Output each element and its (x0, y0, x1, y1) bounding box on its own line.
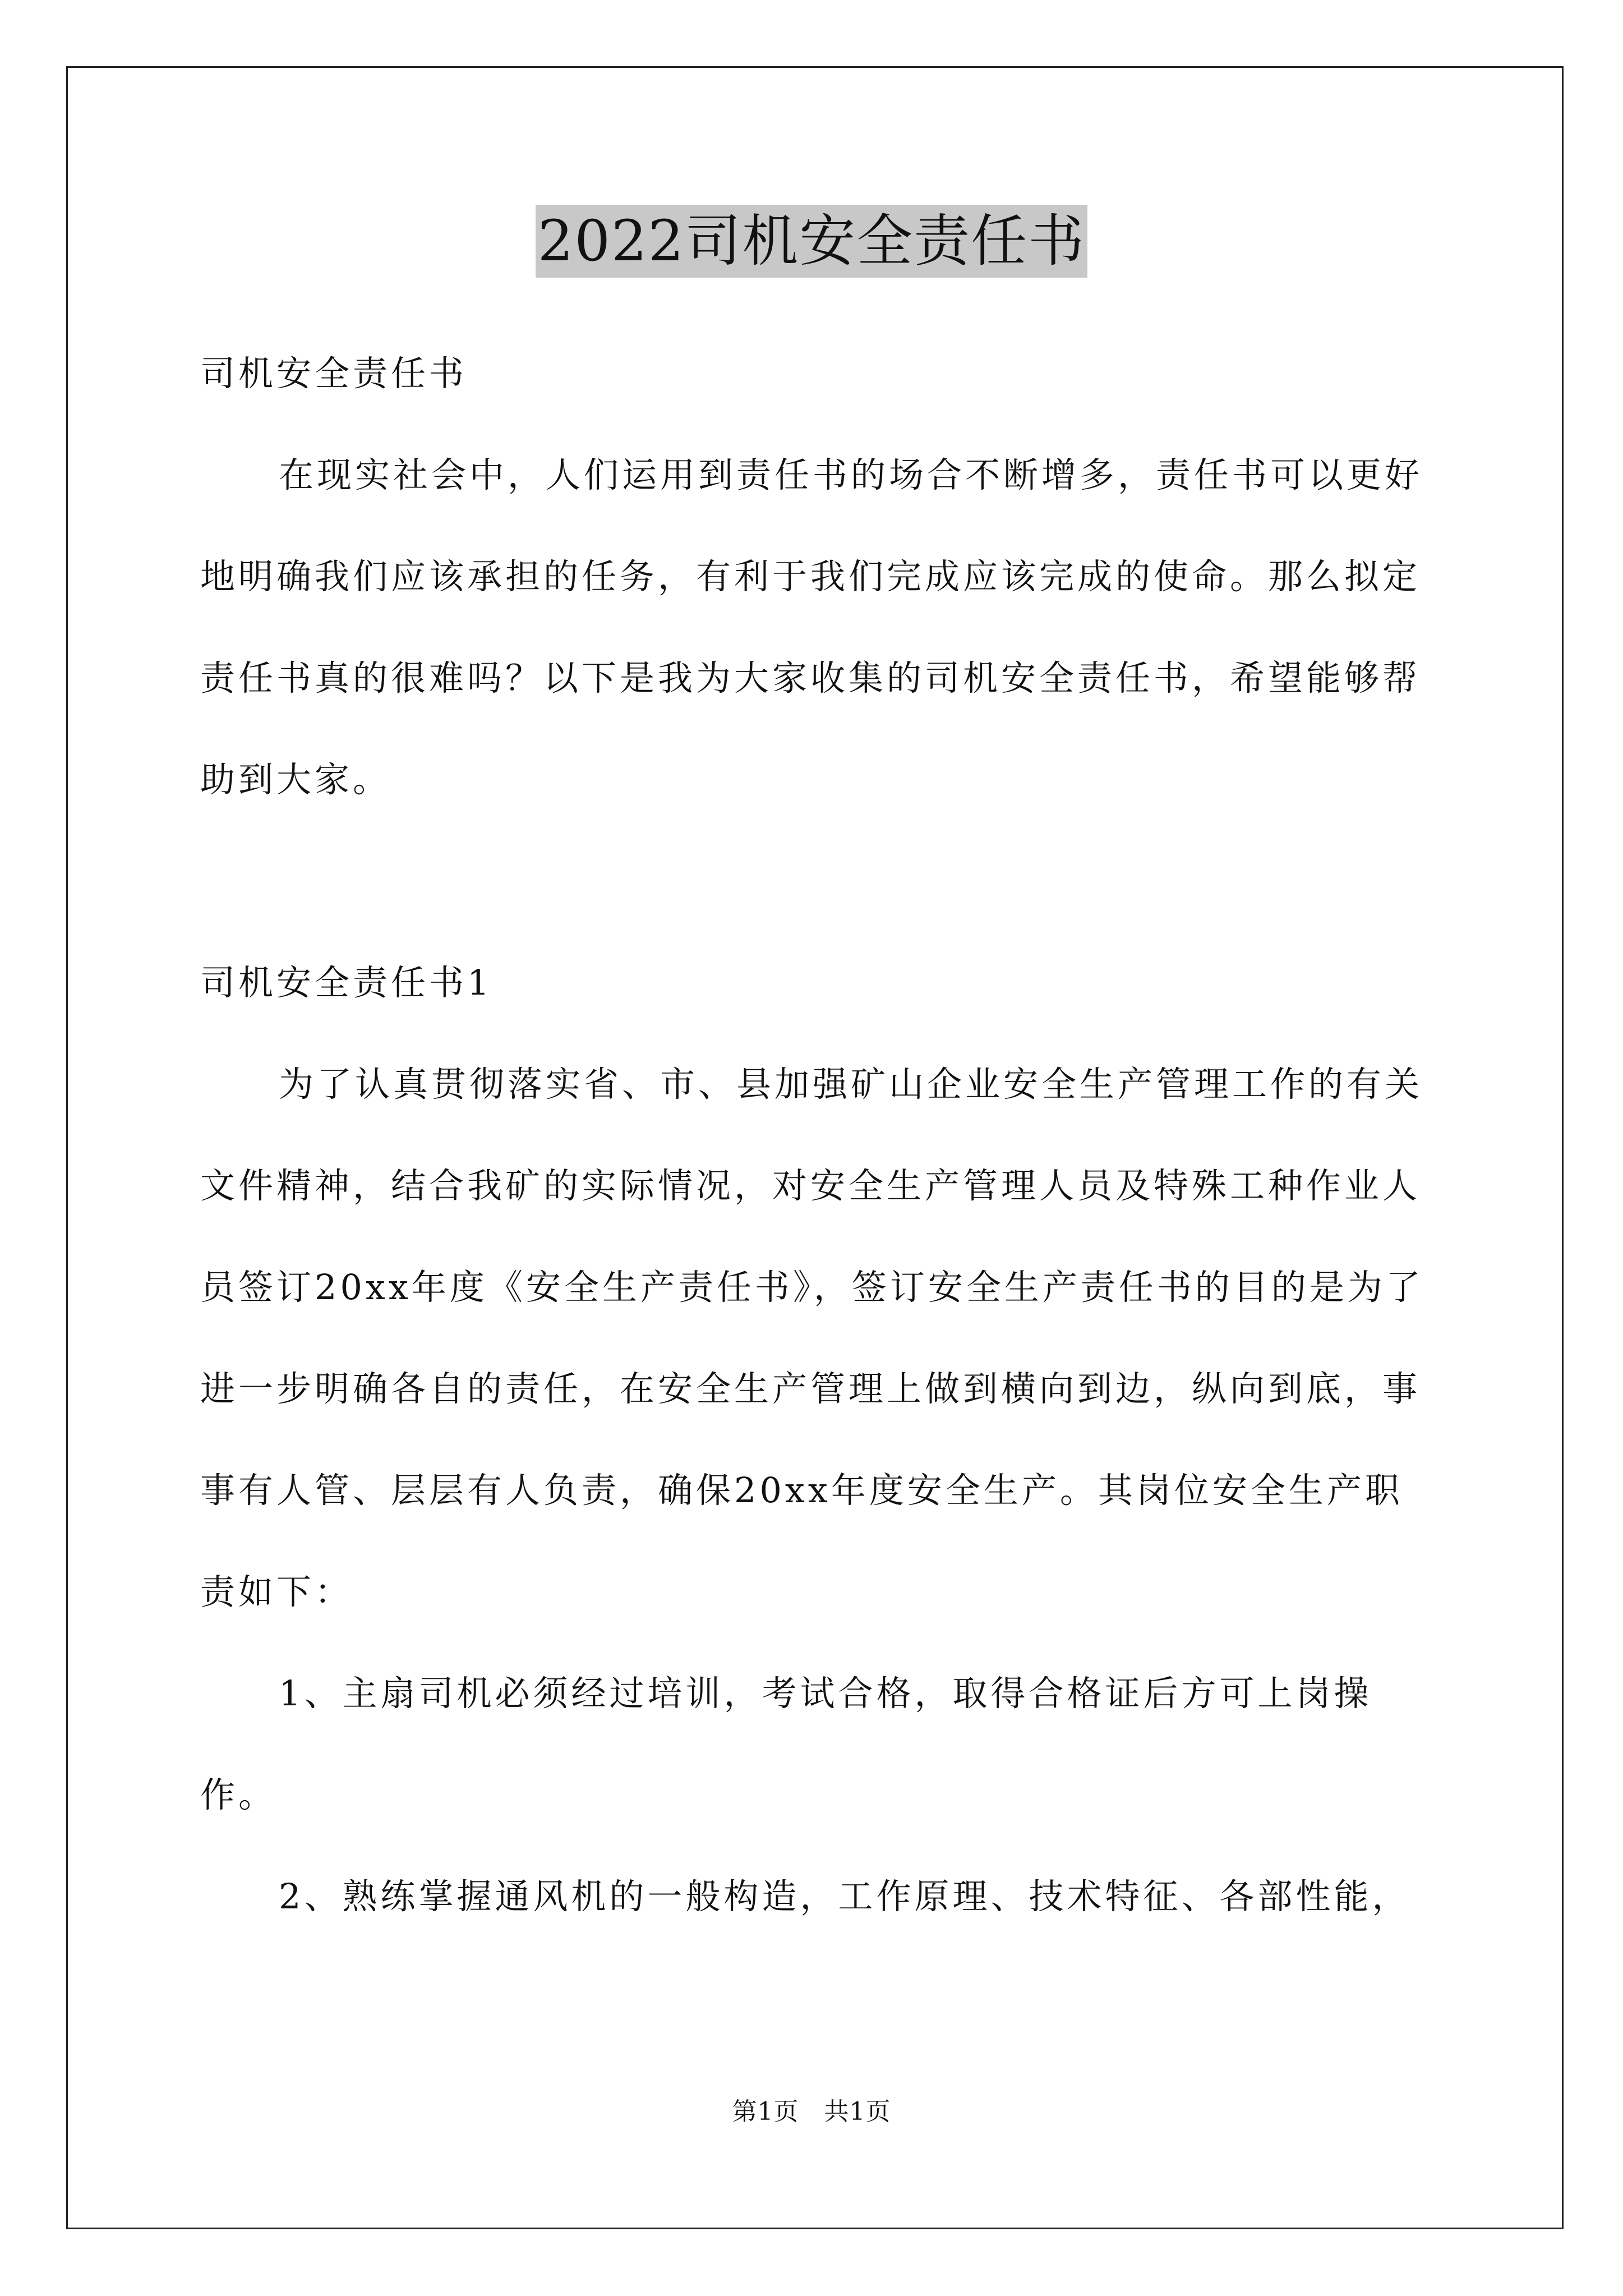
section-paragraph: 为了认真贯彻落实省、市、县加强矿山企业安全生产管理工作的有关文件精神，结合我矿的实际情况，对安全生产管理人员及特殊工种作业人员签订20xx年度《安全生产责任书》，签订安全生产责任书的目的是为了进一步明确各自的责任，在安全生产管理上做到横向到边，纵向到底，事事有人管、层层有人负责，确保20xx年度安全生产。其岗位安全生产职责如下： (200, 1064, 1424, 1612)
blank-line (200, 830, 1434, 932)
title-container (0, 205, 1623, 278)
list-item-2: 2、熟练掌握通风机的一般构造，工作原理、技术特征、各部性能， (279, 1876, 1410, 1917)
page-number: 第1页 共1页 (732, 2097, 891, 2126)
section-title: 司机安全责任书1 (200, 962, 493, 1003)
document-body (200, 323, 1434, 1947)
document-title: 2022司机安全责任书 (536, 205, 1088, 278)
doc-heading: 司机安全责任书 (200, 353, 468, 394)
list-item-1: 1、主扇司机必须经过培训，考试合格，取得合格证后方可上岗操作。 (200, 1673, 1372, 1815)
intro-paragraph: 在现实社会中，人们运用到责任书的场合不断增多，责任书可以更好地明确我们应该承担的任务，有利于我们完成应该完成的使命。那么拟定责任书真的很难吗？以下是我为大家收集的司机安全责任书，希望能够帮助到大家。 (200, 454, 1423, 800)
